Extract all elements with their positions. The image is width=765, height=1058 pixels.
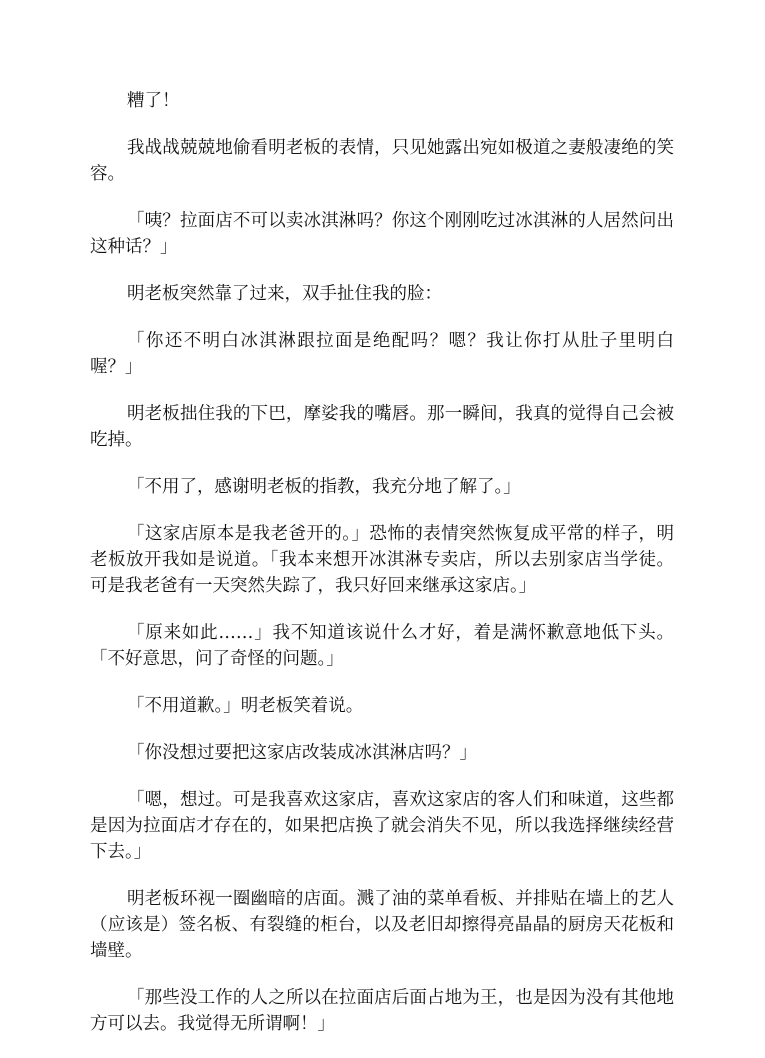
paragraph: 「不用道歉。」明老板笑着说。 xyxy=(127,696,364,716)
paragraph: 明老板环视一圈幽暗的店面。溅了油的菜单看板、并排贴在墙上的艺人（应该是）签名板、有裂缝的柜台，以及老旧却擦得亮晶晶的厨房天花板和墙壁。 xyxy=(90,889,674,961)
paragraph: 「你没想过要把这家店改装成冰淇淋店吗？」 xyxy=(127,743,477,763)
paragraph: 糟了！ xyxy=(127,91,180,111)
paragraph: 「嗯，想过。可是我喜欢这家店，喜欢这家店的客人们和味道，这些都是因为拉面店才存在的，如果把店换了就会消失不见，所以我选择继续经营下去。」 xyxy=(90,790,674,862)
paragraph: 「原来如此……」我不知道该说什么才好，着是满怀歉意地低下头。「不好意思，问了奇怪的问题。」 xyxy=(90,623,674,669)
paragraph: 明老板突然靠了过来，双手扯住我的脸： xyxy=(127,284,442,304)
paragraph: 「咦？拉面店不可以卖冰淇淋吗？你这个刚刚吃过冰淇淋的人居然问出这种话？」 xyxy=(90,211,674,257)
paragraph: 「那些没工作的人之所以在拉面店后面占地为王，也是因为没有其他地方可以去。我觉得无所谓啊！」 xyxy=(90,988,674,1034)
paragraph: 「不用了，感谢明老板的指教，我充分地了解了。」 xyxy=(127,477,521,497)
paragraph: 明老板拙住我的下巴，摩娑我的嘴唇。那一瞬间，我真的觉得自己会被吃掉。 xyxy=(90,404,674,450)
paragraph: 「这家店原本是我老爸开的。」恐怖的表情突然恢复成平常的样子，明老板放开我如是说道。「我本来想开冰淇淋专卖店，所以去别家店当学徒。可是我老爸有一天突然失踪了，我只好回来继承这家店。」 xyxy=(90,524,674,596)
body-text xyxy=(90,88,674,1058)
paragraph: 我战战兢兢地偷看明老板的表情，只见她露出宛如极道之妻般凄绝的笑容。 xyxy=(90,138,674,184)
paragraph: 「你还不明白冰淇淋跟拉面是绝配吗？嗯？我让你打从肚子里明白喔？」 xyxy=(90,331,674,377)
